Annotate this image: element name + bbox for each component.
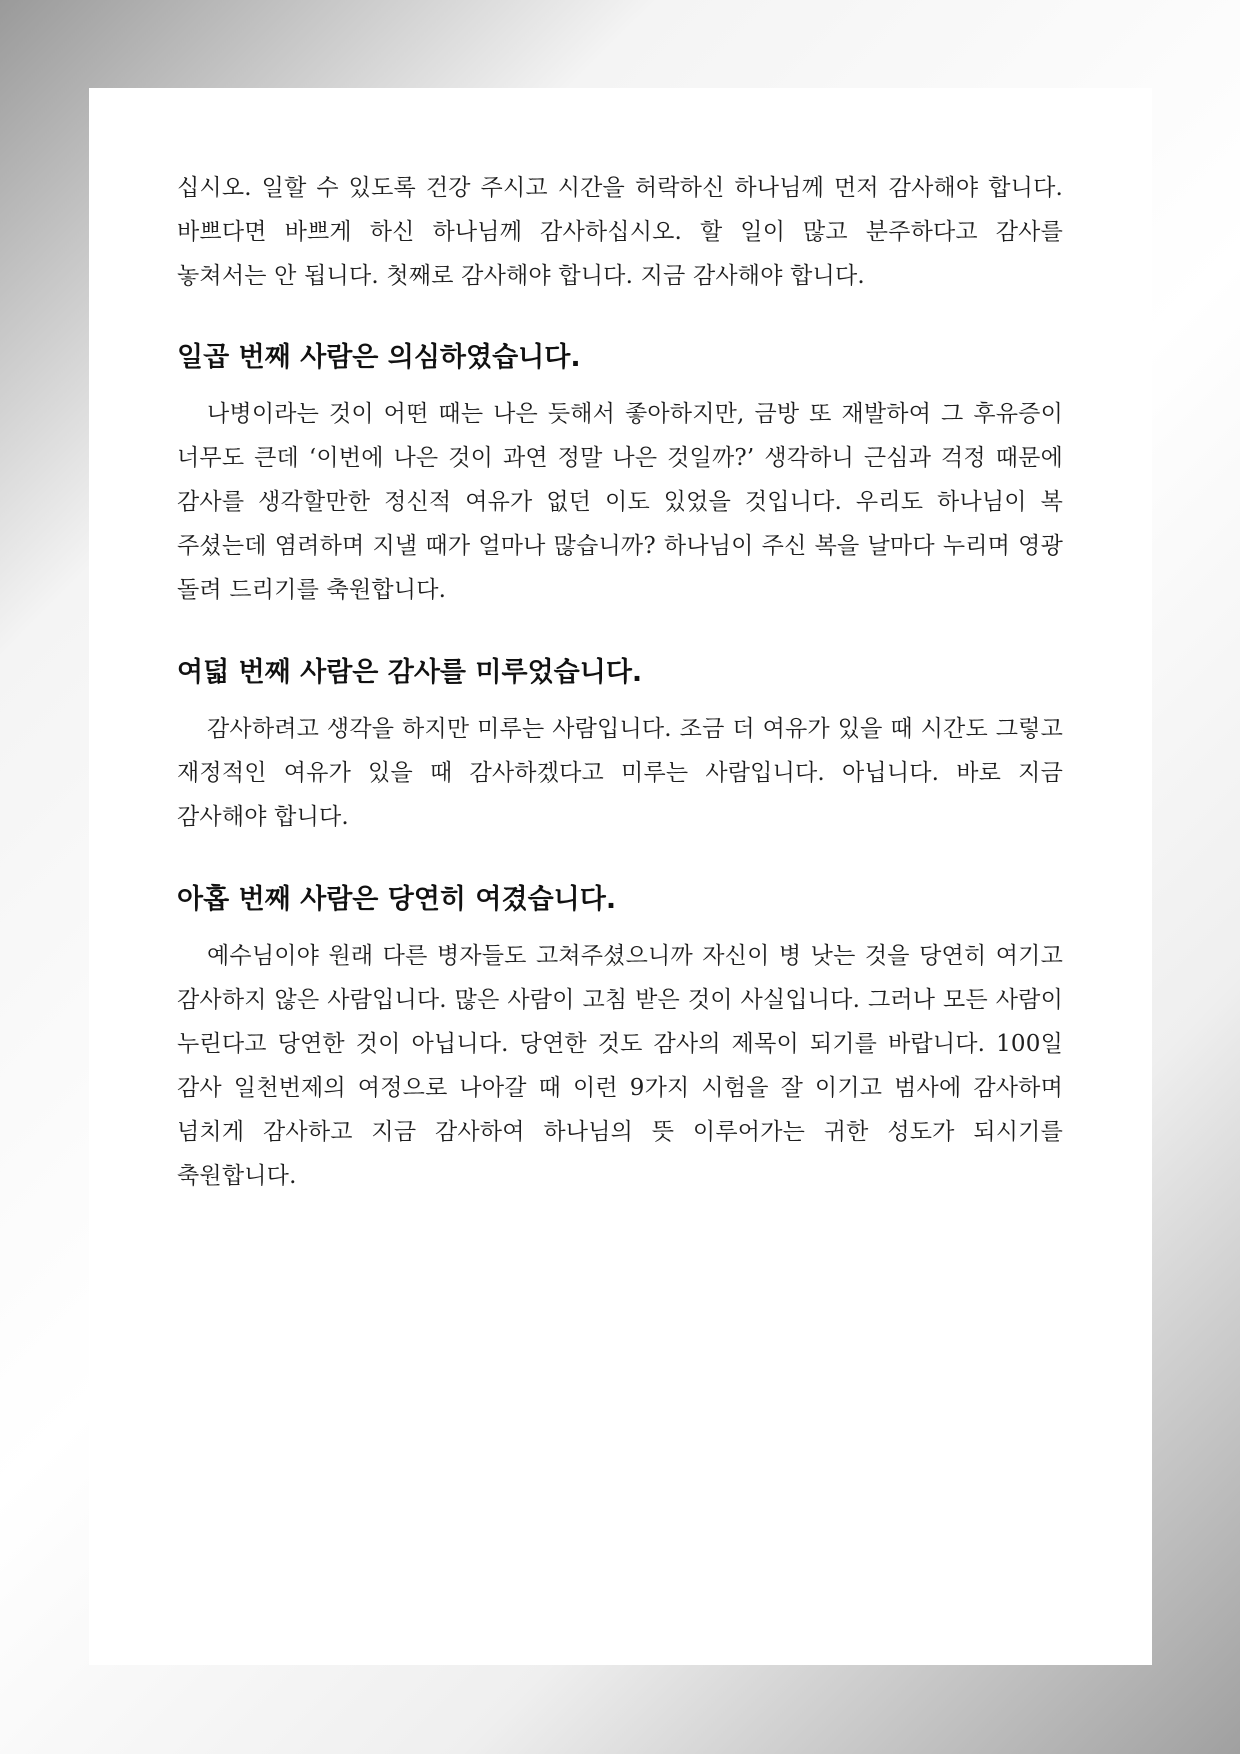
intro-paragraph: 십시오. 일할 수 있도록 건강 주시고 시간을 허락하신 하나님께 먼저 감사해야 합니다. 바쁘다면 바쁘게 하신 하나님께 감사하십시오. 할 일이 많고 분주하다고 감사를 놓쳐서는 안 됩니다. 첫째로 감사해야 합니다. 지금 감사해야 합니다. (177, 175, 1063, 289)
page-content (177, 166, 1063, 1198)
section-heading-seventh: 일곱 번째 사람은 의심하였습니다. (177, 342, 581, 373)
section-body-eighth: 감사하려고 생각을 하지만 미루는 사람입니다. 조금 더 여유가 있을 때 시간도 그렇고 재정적인 여유가 있을 때 감사하겠다고 미루는 사람입니다. 아닙니다. 바로 지금 감사해야 합니다. (177, 716, 1063, 830)
section-heading-eighth: 여덟 번째 사람은 감사를 미루었습니다. (177, 657, 643, 688)
section-body-seventh: 나병이라는 것이 어떤 때는 나은 듯해서 좋아하지만, 금방 또 재발하여 그 후유증이 너무도 큰데 ‘이번에 나은 것이 과연 정말 나은 것일까?’ 생각하니 근심과 걱정 때문에 감사를 생각할만한 정신적 여유가 없던 이도 있었을 것입니다. 우리도 하나님이 복 주셨는데 염려하며 지낼 때가 얼마나 많습니까? 하나님이 주신 복을 날마다 누리며 영광 돌려 드리기를 축원합니다. (177, 401, 1063, 603)
section-heading-ninth: 아홉 번째 사람은 당연히 여겼습니다. (177, 884, 617, 915)
document-page (89, 88, 1152, 1665)
section-body-ninth: 예수님이야 원래 다른 병자들도 고쳐주셨으니까 자신이 병 낫는 것을 당연히 여기고 감사하지 않은 사람입니다. 많은 사람이 고침 받은 것이 사실입니다. 그러나 모든 사람이 누린다고 당연한 것이 아닙니다. 당연한 것도 감사의 제목이 되기를 바랍니다. 100일 감사 일천번제의 여정으로 나아갈 때 이런 9가지 시험을 잘 이기고 범사에 감사하며 넘치게 감사하고 지금 감사하여 하나님의 뜻 이루어가는 귀한 성도가 되시기를 축원합니다. (177, 943, 1063, 1189)
